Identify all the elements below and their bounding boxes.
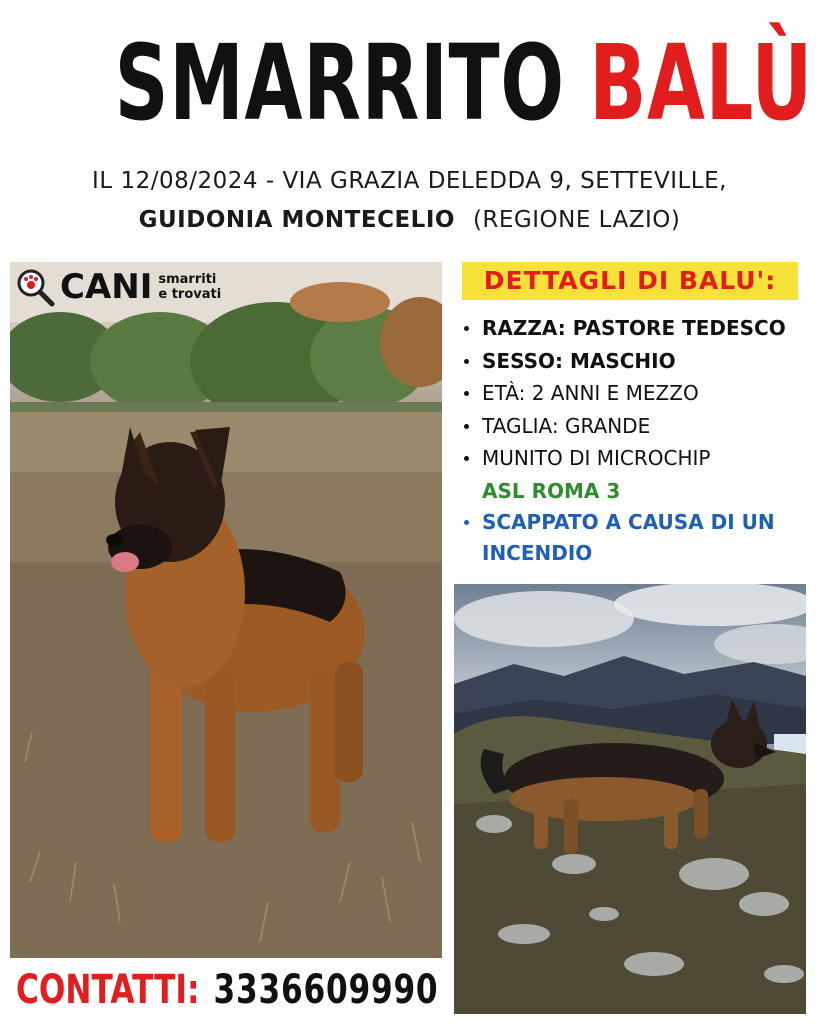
detail-item-age — [462, 377, 812, 410]
logo-cani-smarriti — [10, 262, 230, 312]
bullet-icon — [464, 520, 469, 525]
contacts-phone-number[interactable]: 3336609990 — [213, 967, 439, 1013]
contacts-line — [16, 965, 438, 1015]
main-dog-photo — [10, 262, 442, 958]
detail-sex-text: SESSO: MASCHIO — [482, 348, 676, 373]
details-list — [462, 312, 812, 569]
bullet-icon — [464, 424, 469, 429]
second-dog-illustration — [454, 584, 806, 1014]
detail-escape-line-2: INCENDIO — [482, 541, 593, 565]
location-line-2 — [0, 207, 819, 233]
detail-asl-text: ASL ROMA 3 — [482, 478, 621, 503]
poster-title — [114, 18, 813, 148]
bullet-icon — [464, 326, 469, 331]
detail-item-escape-cont — [462, 538, 812, 569]
detail-breed-text: RAZZA: PASTORE TEDESCO — [482, 316, 786, 340]
logo-sub-line-1: smarriti — [158, 272, 217, 287]
detail-escape-line-1: SCAPPATO A CAUSA DI UN — [482, 510, 775, 534]
bullet-icon — [464, 456, 469, 461]
contacts-colon: : — [187, 967, 200, 1013]
title-word-dog-name: BALÙ — [589, 22, 813, 144]
second-dog-photo — [454, 584, 806, 1014]
bullet-icon — [464, 391, 469, 396]
main-dog-illustration — [10, 262, 442, 958]
detail-item-microchip — [462, 442, 812, 475]
location-region: (REGIONE LAZIO) — [472, 207, 681, 233]
bullet-icon — [464, 359, 469, 364]
details-heading: DETTAGLI DI BALU': — [462, 262, 798, 300]
detail-asl — [462, 475, 812, 508]
title-word-smarrito: SMARRITO — [114, 22, 565, 144]
detail-size-text: TAGLIA: GRANDE — [482, 413, 651, 438]
detail-item-escape — [462, 507, 812, 538]
logo-main-text: CANI — [60, 267, 153, 307]
detail-microchip-text: MUNITO DI MICROCHIP — [482, 446, 711, 470]
detail-age-text: ETÀ: 2 ANNI E MEZZO — [482, 381, 699, 405]
logo-sub-text — [158, 272, 221, 302]
logo-sub-line-2: e trovati — [158, 287, 222, 302]
detail-item-size — [462, 410, 812, 443]
location-city: GUIDONIA MONTECELIO — [138, 207, 455, 233]
detail-item-sex — [462, 345, 812, 378]
location-line-1: IL 12/08/2024 - VIA GRAZIA DELEDDA 9, SETTEVILLE, — [92, 168, 727, 194]
detail-item-breed — [462, 312, 812, 345]
magnifier-paw-icon — [14, 266, 56, 308]
contacts-label: CONTATTI — [16, 967, 188, 1013]
